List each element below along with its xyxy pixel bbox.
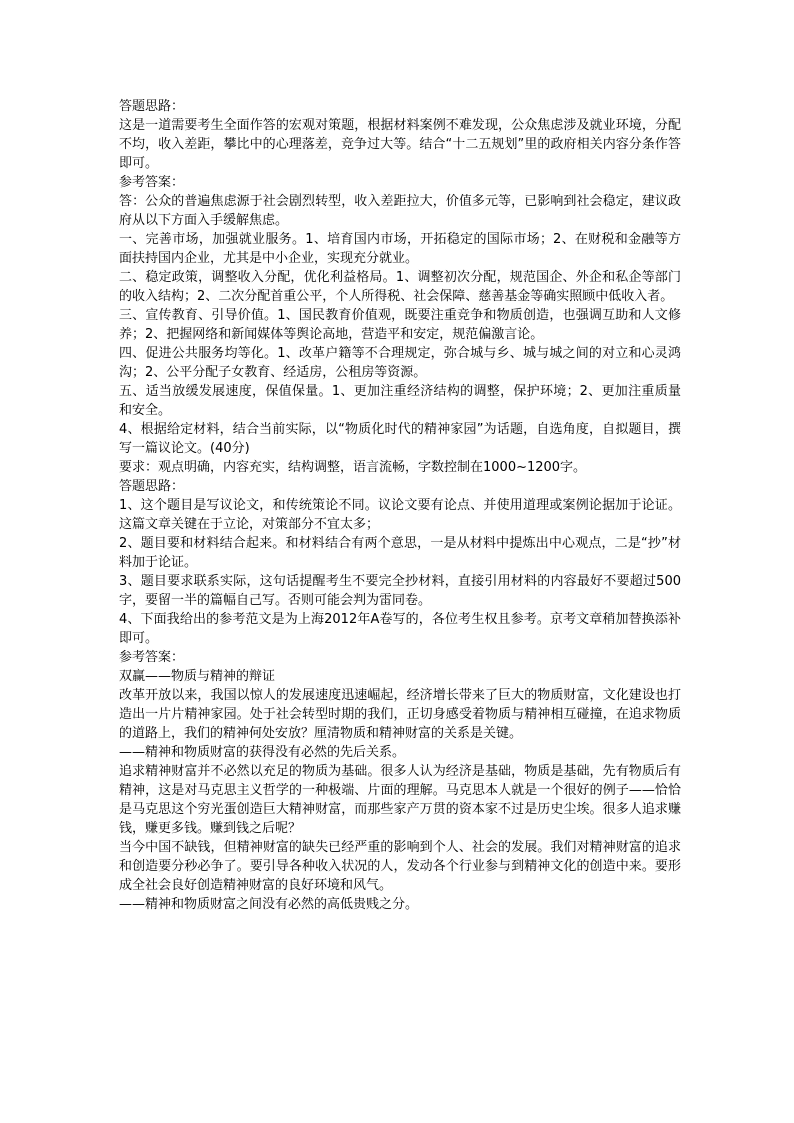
list-item: 2、题目要和材料结合起来。和材料结合有两个意思，一是从材料中提炼出中心观点，二是“抄”材料加于论证。	[119, 536, 681, 570]
body-paragraph: 答：公众的普遍焦虑源于社会剧烈转型，收入差距拉大，价值多元等，已影响到社会稳定，建议政府从以下方面入手缓解焦虑。	[119, 194, 681, 228]
document-page	[119, 97, 681, 914]
question-4: 4、根据给定材料，结合当前实际，以“物质化时代的精神家园”为话题，自选角度，自拟题目，撰写一篇议论文。(40分)	[119, 422, 681, 456]
essay-title: 双赢——物质与精神的辩证	[119, 669, 276, 684]
list-item: 四、促进公共服务均等化。1、改革户籍等不合理规定，弥合城与乡、城与城之间的对立和心灵鸿沟；2、公平分配子女教育、经适房，公租房等资源。	[119, 346, 681, 380]
list-item: 1、这个题目是写议论文，和传统策论不同。议论文要有论点、并使用道理或案例论据加于论证。这篇文章关键在于立论，对策部分不宜太多；	[119, 498, 681, 532]
requirements: 要求：观点明确，内容充实，结构调整，语言流畅，字数控制在1000~1200字。	[119, 460, 587, 475]
list-item: 二、稳定政策，调整收入分配，优化利益格局。1、调整初次分配，规范国企、外企和私企等部门的收入结构；2、二次分配首重公平，个人所得税、社会保障、慈善基金等确实照顾中低收入者。	[119, 270, 681, 304]
sub-heading: ——精神和物质财富之间没有必然的高低贵贱之分。	[119, 897, 419, 912]
heading-reference-answer: 参考答案：	[119, 175, 185, 190]
list-item: 五、适当放缓发展速度，保值保量。1、更加注重经济结构的调整，保护环境；2、更加注重质量和安全。	[119, 384, 681, 418]
list-item: 4、下面我给出的参考范文是为上海2012年A卷写的，各位考生权且参考。京考文章稍加替换添补即可。	[119, 612, 681, 646]
heading-reference-answer: 参考答案：	[119, 650, 185, 665]
heading-answer-approach: 答题思路：	[119, 99, 185, 114]
body-paragraph: 当今中国不缺钱，但精神财富的缺失已经严重的影响到个人、社会的发展。我们对精神财富的追求和创造要分秒必争了。要引导各种收入状况的人，发动各个行业参与到精神文化的创造中来。要形成全社会良好创造精神财富的良好环境和风气。	[119, 840, 681, 893]
list-item: 一、完善市场，加强就业服务。1、培育国内市场，开拓稳定的国际市场；2、在财税和金融等方面扶持国内企业，尤其是中小企业，实现充分就业。	[119, 232, 681, 266]
heading-answer-approach: 答题思路：	[119, 479, 185, 494]
list-item: 3、题目要求联系实际，这句话提醒考生不要完全抄材料，直接引用材料的内容最好不要超过500字，要留一半的篇幅自己写。否则可能会判为雷同卷。	[119, 574, 681, 608]
body-paragraph: 追求精神财富并不必然以充足的物质为基础。很多人认为经济是基础，物质是基础，先有物质后有精神，这是对马克思主义哲学的一种极端、片面的理解。马克思本人就是一个很好的例子——恰恰是马克思这个穷光蛋创造巨大精神财富，而那些家产万贯的资本家不过是历史尘埃。很多人追求赚钱，赚更多钱。赚到钱之后呢？	[119, 764, 681, 836]
body-paragraph: 这是一道需要考生全面作答的宏观对策题，根据材料案例不难发现，公众焦虑涉及就业环境，分配不均，收入差距，攀比中的心理落差，竞争过大等。结合“十二五规划”里的政府相关内容分条作答即可。	[119, 118, 681, 171]
body-paragraph: 改革开放以来，我国以惊人的发展速度迅速崛起，经济增长带来了巨大的物质财富，文化建设也打造出一片片精神家园。处于社会转型时期的我们，正切身感受着物质与精神相互碰撞，在追求物质的道路上，我们的精神何处安放？厘清物质和精神财富的关系是关键。	[119, 688, 681, 741]
sub-heading: ——精神和物质财富的获得没有必然的先后关系。	[119, 745, 406, 760]
list-item: 三、宣传教育、引导价值。1、国民教育价值观，既要注重竞争和物质创造，也强调互助和人文修养；2、把握网络和新闻媒体等舆论高地，营造平和安定，规范偏激言论。	[119, 308, 681, 342]
